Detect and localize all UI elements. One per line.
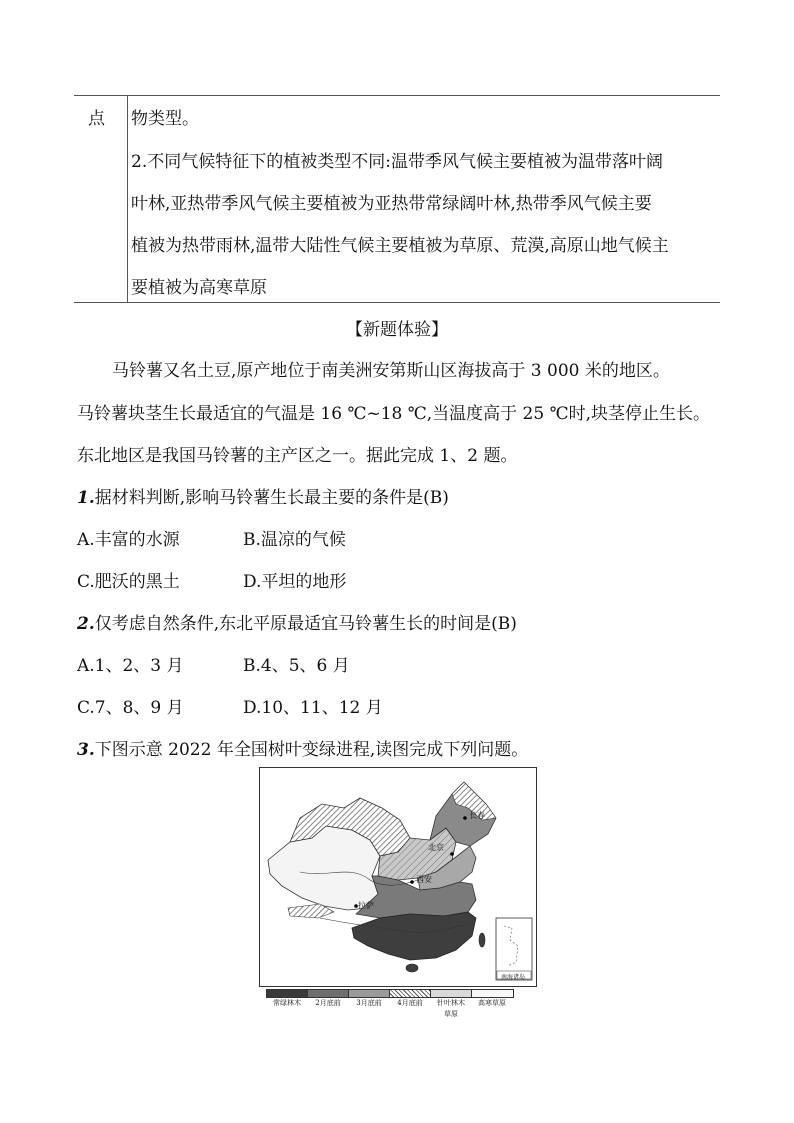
question-text: 下图示意 2022 年全国树叶变绿进程,读图完成下列问题。 (94, 740, 529, 760)
legend-swatch-conifer (430, 989, 473, 998)
question-number: 2. (77, 614, 95, 634)
table-column-divider (127, 95, 128, 302)
inset-label: 南海诸岛 (501, 974, 526, 981)
legend-label-extra: 草原 (444, 1010, 458, 1018)
legend-label: 3月底前 (356, 999, 382, 1007)
option-d: D.10、11、12 月 (243, 698, 383, 718)
table-text-line: 物类型。 (131, 109, 199, 129)
legend-label: 4月底前 (397, 999, 423, 1007)
table-text-line: 要植被为高寒草原 (131, 278, 267, 298)
legend-swatch-february (307, 989, 350, 998)
option-a: A.丰富的水源 (77, 530, 180, 550)
region-alpine-steppe (268, 826, 380, 910)
city-label-lhasa: 拉萨 (358, 901, 374, 910)
china-greening-map (259, 767, 537, 987)
question-text: 仅考虑自然条件,东北平原最适宜马铃薯生长的时间是(B) (94, 614, 517, 634)
table-text-line: 2.不同气候特征下的植被类型不同:温带季风气候主要植被为温带落叶阔 (131, 152, 663, 172)
table-row-label: 点 (88, 109, 105, 129)
option-a: A.1、2、3 月 (77, 656, 184, 676)
question-number: 3. (77, 740, 95, 760)
question-3 (77, 735, 528, 760)
option-c: C.肥沃的黑土 (77, 572, 180, 592)
table-bottom-rule (74, 302, 720, 303)
region-evergreen (352, 912, 476, 960)
intro-line: 马铃薯块茎生长最适宜的气温是 16 ℃~18 ℃,当温度高于 25 ℃时,块茎停止生长。 (77, 404, 711, 424)
legend-label: 2月底前 (315, 999, 341, 1007)
option-c: C.7、8、9 月 (77, 698, 184, 718)
legend-swatch-april (389, 989, 432, 998)
legend-label: 针叶林木 (437, 999, 465, 1007)
city-label-beijing: 北京 (428, 843, 444, 852)
question-text: 据材料判断,影响马铃薯生长最主要的条件是(B) (94, 488, 449, 508)
city-label-xian: 西安 (416, 875, 432, 884)
map-graphic (260, 768, 536, 986)
option-b: B.4、5、6 月 (243, 656, 350, 676)
option-d: D.平坦的地形 (243, 572, 347, 592)
table-top-rule (74, 95, 720, 96)
legend-label: 高寒草原 (478, 999, 506, 1007)
table-text-line: 植被为热带雨林,温带大陆性气候主要植被为草原、荒漠,高原山地气候主 (131, 236, 669, 256)
table-text-line: 叶林,亚热带季风气候主要植被为亚热带常绿阔叶林,热带季风气候主要 (131, 194, 652, 214)
intro-line: 东北地区是我国马铃薯的主产区之一。据此完成 1、2 题。 (77, 446, 518, 466)
question-2 (77, 609, 517, 634)
legend-swatch-alpine (471, 989, 514, 998)
question-number: 1. (77, 488, 95, 508)
section-title: 【新题体验】 (346, 320, 448, 340)
option-b: B.温凉的气候 (243, 530, 346, 550)
question-1 (77, 483, 449, 508)
legend-label: 常绿林木 (273, 999, 301, 1007)
legend-swatch-evergreen (266, 989, 309, 998)
legend-swatch-march (348, 989, 391, 998)
city-label-changchun: 长春 (469, 811, 485, 820)
intro-line: 马铃薯又名土豆,原产地位于南美洲安第斯山区海拔高于 3 000 米的地区。 (112, 361, 670, 381)
